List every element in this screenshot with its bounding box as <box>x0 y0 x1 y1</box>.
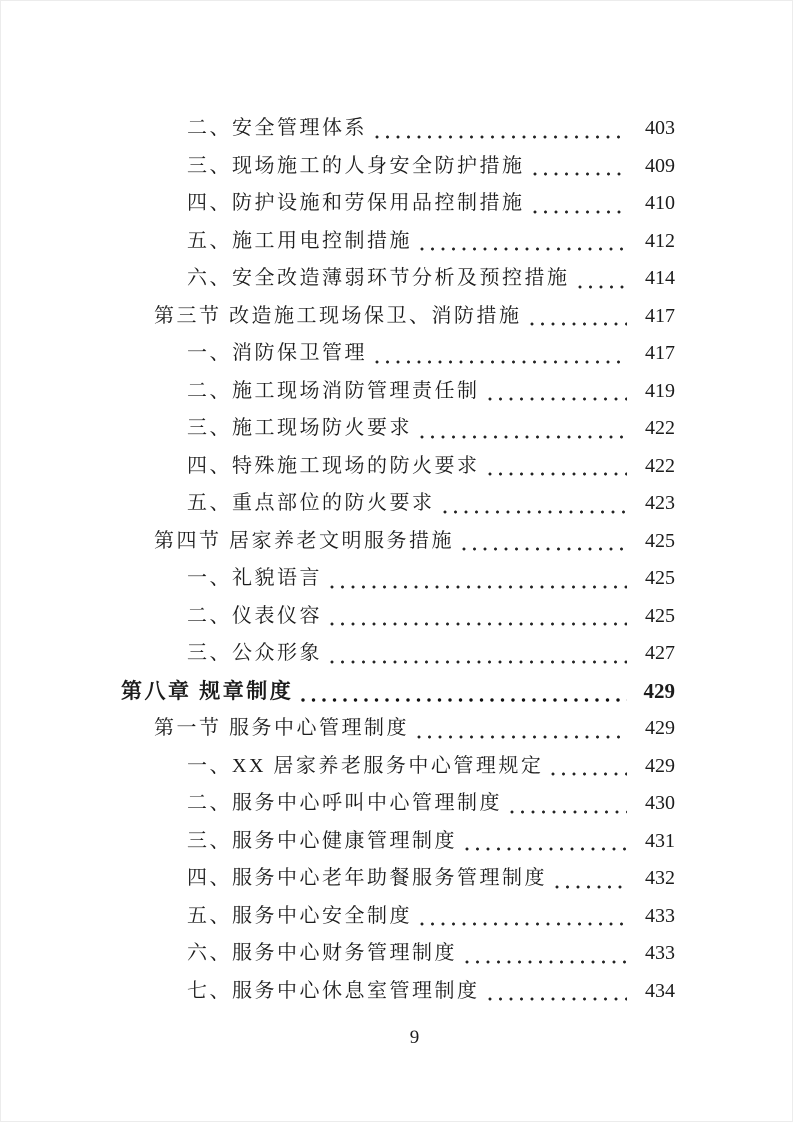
toc-entry-page: 434 <box>645 979 675 1002</box>
toc-entry-label: 三、施工现场防火要求 <box>187 417 412 439</box>
dot-leader <box>465 960 627 964</box>
page-footer <box>1 1027 792 1049</box>
toc-entry-label: 三、服务中心健康管理制度 <box>187 829 457 852</box>
footer-page-number: 9 <box>409 1027 420 1048</box>
toc-entry <box>121 485 675 523</box>
toc-entry-page: 430 <box>645 792 675 814</box>
dot-leader <box>465 847 627 851</box>
dot-leader <box>301 698 627 702</box>
toc-entry <box>121 710 675 748</box>
dot-leader <box>330 585 627 589</box>
dot-leader <box>533 210 628 214</box>
toc-entry-label: 四、防护设施和劳保用品控制措施 <box>187 192 525 214</box>
toc-entry-label: 二、施工现场消防管理责任制 <box>187 379 480 402</box>
toc-entry-page: 409 <box>645 154 675 177</box>
toc-entry <box>121 973 675 1011</box>
dot-leader <box>330 622 627 626</box>
toc-entry-page: 412 <box>645 229 675 252</box>
toc-entry <box>121 560 675 598</box>
toc-entry-label: 第一节 服务中心管理制度 <box>154 717 409 739</box>
dot-leader <box>375 360 627 364</box>
toc-entry-label: 二、服务中心呼叫中心管理制度 <box>187 792 502 814</box>
toc-entry <box>121 748 675 786</box>
toc-entry-label: 四、服务中心老年助餐服务管理制度 <box>187 867 547 889</box>
dot-leader <box>578 285 628 289</box>
toc-entry-label: 五、服务中心安全制度 <box>187 904 412 927</box>
toc-entry-page: 423 <box>645 492 675 514</box>
dot-leader <box>530 322 628 326</box>
toc-entry-label: 五、重点部位的防火要求 <box>187 492 435 514</box>
dot-leader <box>375 135 627 139</box>
toc-entry <box>121 448 675 486</box>
dot-leader <box>510 810 627 814</box>
toc-entry <box>121 898 675 936</box>
toc-entry-page: 431 <box>645 829 675 852</box>
toc-entry-page: 425 <box>645 529 675 552</box>
toc-entry-label: 二、安全管理体系 <box>187 117 367 139</box>
toc-entry-page: 433 <box>645 904 675 927</box>
dot-leader <box>330 660 627 664</box>
toc-entry-page: 414 <box>645 267 675 289</box>
toc-entry-page: 422 <box>645 417 675 439</box>
toc-entry-label: 第三节 改造施工现场保卫、消防措施 <box>154 304 522 327</box>
toc-entry-page: 429 <box>645 754 675 777</box>
toc-entry <box>121 598 675 636</box>
toc-entry-page: 417 <box>645 304 675 327</box>
dot-leader <box>443 510 628 514</box>
dot-leader <box>488 397 628 401</box>
toc-entry-label: 一、消防保卫管理 <box>187 342 367 364</box>
toc-entry-page: 410 <box>645 192 675 214</box>
toc-entry-page: 427 <box>645 642 675 664</box>
dot-leader <box>417 735 627 739</box>
dot-leader <box>551 772 627 776</box>
toc-entry-page: 417 <box>645 342 675 364</box>
toc-entry-label: 六、安全改造薄弱环节分析及预控措施 <box>187 267 570 289</box>
toc-entry-page: 403 <box>645 117 675 139</box>
toc-entry-label: 七、服务中心休息室管理制度 <box>187 979 480 1002</box>
table-of-contents <box>121 110 675 1010</box>
dot-leader <box>420 435 627 439</box>
toc-entry <box>121 635 675 673</box>
toc-entry-label: 一、XX 居家养老服务中心管理规定 <box>187 754 544 777</box>
dot-leader <box>488 997 628 1001</box>
dot-leader <box>420 247 627 251</box>
toc-entry <box>121 523 675 561</box>
toc-entry <box>121 373 675 411</box>
toc-entry-page: 432 <box>645 867 675 889</box>
toc-entry-label: 二、仪表仪容 <box>187 604 322 627</box>
dot-leader <box>533 172 628 176</box>
toc-entry-label: 四、特殊施工现场的防火要求 <box>187 454 480 477</box>
toc-entry <box>121 673 675 711</box>
dot-leader <box>420 922 627 926</box>
toc-entry <box>121 298 675 336</box>
toc-entry-label: 第八章 规章制度 <box>121 678 294 703</box>
toc-entry <box>121 223 675 261</box>
dot-leader <box>555 885 627 889</box>
toc-entry <box>121 823 675 861</box>
toc-entry-page: 425 <box>645 567 675 589</box>
toc-entry <box>121 935 675 973</box>
toc-entry-page: 425 <box>645 604 675 627</box>
toc-entry <box>121 335 675 373</box>
toc-entry <box>121 860 675 898</box>
toc-entry <box>121 185 675 223</box>
dot-leader <box>462 547 627 551</box>
toc-entry-label: 六、服务中心财务管理制度 <box>187 942 457 964</box>
toc-entry-page: 419 <box>645 379 675 402</box>
toc-entry-page: 429 <box>643 678 675 703</box>
toc-entry-label: 第四节 居家养老文明服务措施 <box>154 529 454 552</box>
toc-entry <box>121 110 675 148</box>
toc-entry-page: 422 <box>645 454 675 477</box>
toc-entry <box>121 410 675 448</box>
toc-entry <box>121 260 675 298</box>
toc-entry-page: 429 <box>645 717 675 739</box>
toc-entry-label: 五、施工用电控制措施 <box>187 229 412 252</box>
dot-leader <box>488 472 628 476</box>
toc-entry-label: 三、现场施工的人身安全防护措施 <box>187 154 525 177</box>
toc-entry-label: 一、礼貌语言 <box>187 567 322 589</box>
toc-entry-page: 433 <box>645 942 675 964</box>
toc-entry-label: 三、公众形象 <box>187 642 322 664</box>
toc-entry <box>121 148 675 186</box>
toc-entry <box>121 785 675 823</box>
